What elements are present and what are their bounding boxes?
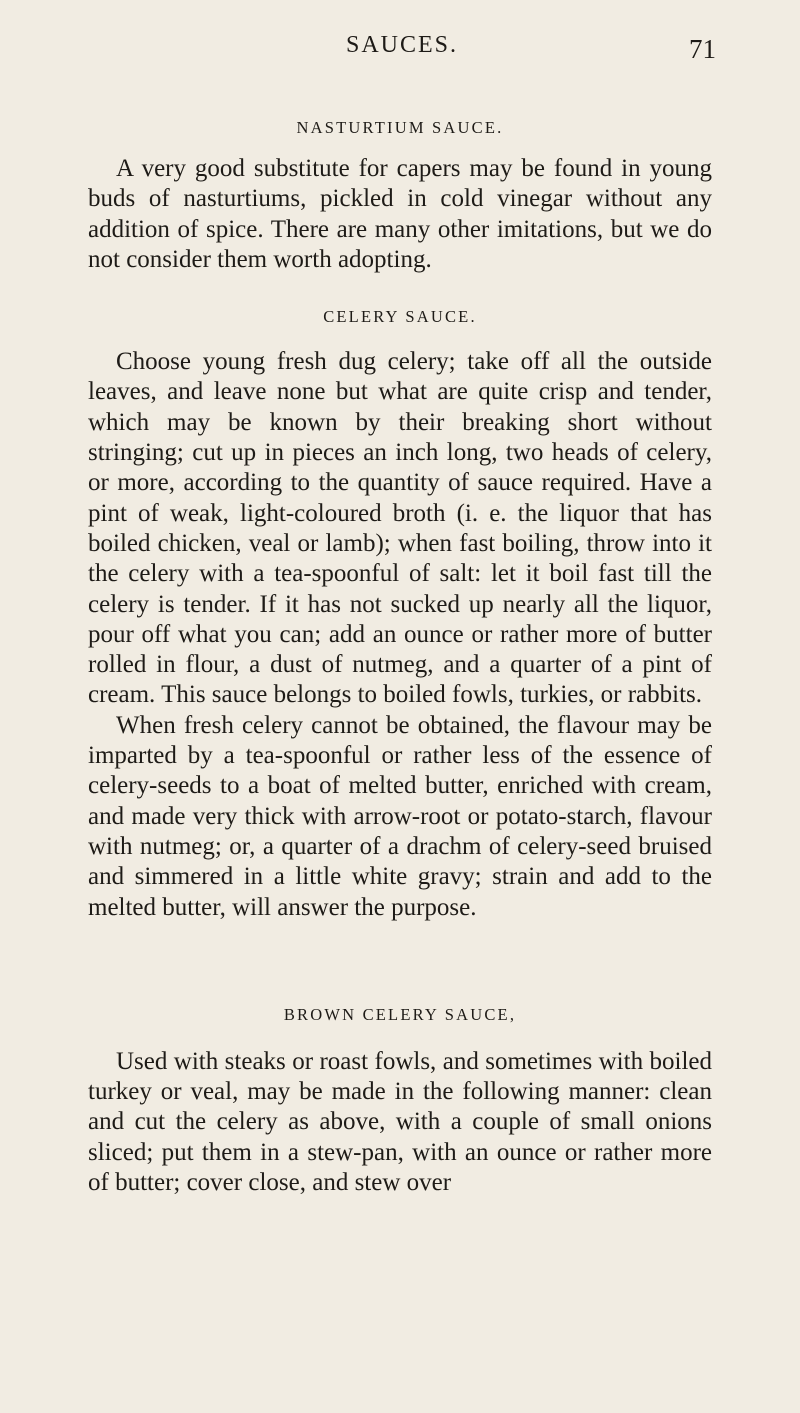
running-head — [88, 32, 716, 66]
paragraph-nasturtium: A very good substitute for capers may be found in young buds of nasturtiums, pickled in cold vinegar without any addition of spice. There are many other imitations, but we do not consider them worth adopting. — [88, 155, 712, 273]
paragraph-celery-1: Choose young fresh dug celery; take off all the outside leaves, and leave none but what are quite crisp and tender, which may be known by their breaking short without stringing; cut up in pieces an inch long, two heads of celery, or more, according to the quantity of sauce required. Have a pint of weak, light-coloured broth (i. e. the liquor that has boiled chicken, veal or lamb); when fast boiling, throw into it the celery with a tea-spoonful of salt: let it boil fast till the celery is tender. If it has not sucked up nearly all the liquor, pour off what you can; add an ounce or rather more of butter rolled in flour, a dust of nutmeg, and a quarter of a pint of cream. This sauce belongs to boiled fowls, turkies, or rabbits. — [88, 348, 712, 709]
section-heading-nasturtium: NASTURTIUM SAUCE. — [296, 118, 504, 137]
page-content — [88, 118, 712, 1198]
paragraph-brown-celery: Used with steaks or roast fowls, and sometimes with boiled turkey or veal, may be made in the following manner: clean and cut the celery as above, with a couple of small onions sliced; put them in a stew-pan, with an ounce or rather more of butter; cover close, and stew over — [88, 1047, 712, 1197]
section-heading-celery: CELERY SAUCE. — [323, 307, 477, 327]
paragraph-celery-2: When fresh celery cannot be obtained, the flavour may be imparted by a tea-spoonful or rather less of the essence of celery-seeds to a boat of melted butter, enriched with cream, and made very thick with arrow-root or potato-starch, flavour with nutmeg; or, a quarter of a drachm of celery-seed bruised and simmered in a little white gravy; strain and add to the melted butter, will answer the purpose. — [88, 711, 712, 921]
page-number: 71 — [689, 34, 716, 64]
running-head-title: SAUCES. — [345, 32, 459, 58]
section-heading-brown-celery: BROWN CELERY SAUCE, — [283, 1004, 517, 1024]
